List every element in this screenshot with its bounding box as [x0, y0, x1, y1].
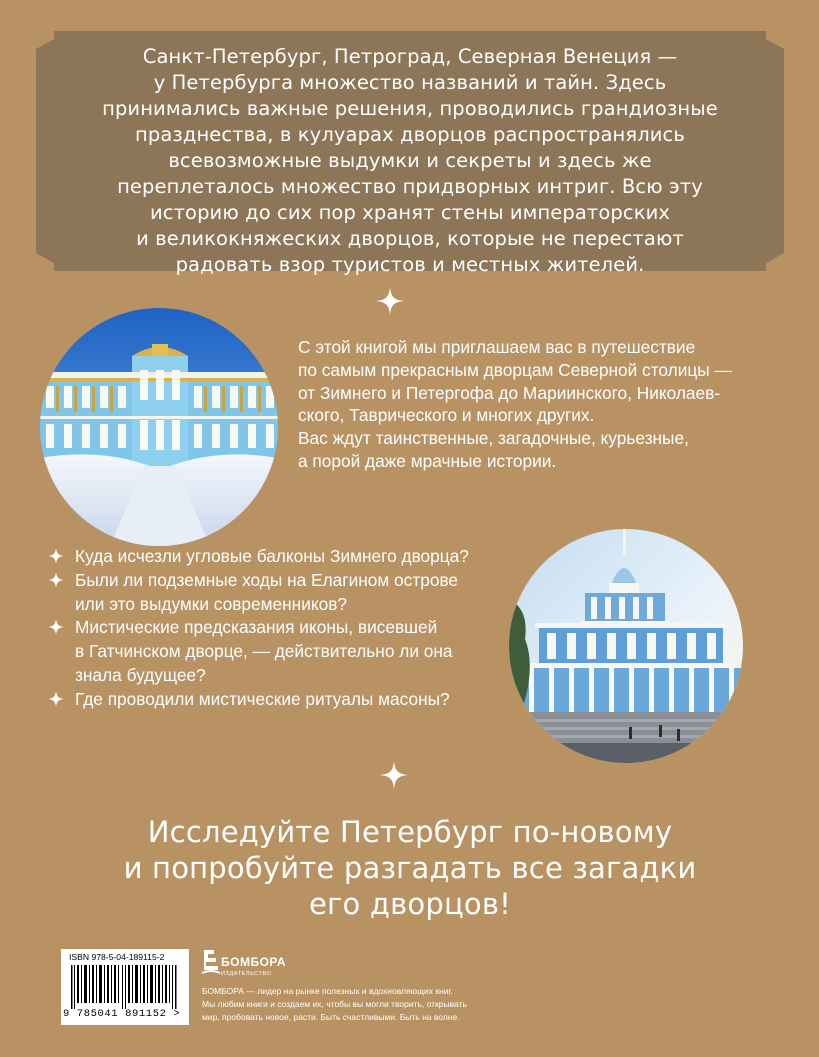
- question-line: или это выдумки современников?: [75, 593, 348, 614]
- bullet-star-icon: [48, 572, 64, 588]
- question-line: Куда исчезли угловые балконы Зимнего дворца?: [75, 546, 469, 566]
- about-line: БОМБОРА — лидер на рынке полезных и вдохновляющих книг.: [202, 986, 453, 996]
- publisher-logo-icon: [202, 948, 220, 976]
- invite-line: от Зимнего и Петергофа до Мариинского, Николаев-: [298, 382, 721, 403]
- invite-line: С этой книгой мы приглашаем вас в путешествие: [298, 337, 696, 357]
- call-to-action: [40, 814, 780, 922]
- bullet-star-icon: [48, 619, 64, 635]
- publisher-name: БОМБОРА: [221, 955, 287, 969]
- question-line: знала будущее?: [75, 664, 206, 685]
- invite-line: по самым прекрасным дворцам Северной столицы —: [298, 359, 732, 380]
- question-item: [48, 688, 508, 712]
- intro-line: у Петербурга множество названий и тайн. Здесь: [153, 71, 667, 94]
- question-line: в Гатчинском дворце, — действительно ли она: [75, 641, 453, 662]
- corner-notch: [25, 20, 47, 42]
- question-line: Где проводили мистические ритуалы масоны?: [75, 688, 450, 709]
- about-line: Мы любим книги и создаем их, чтобы вы могли творить, открывать: [202, 999, 467, 1009]
- intro-line: Санкт-Петербург, Петроград, Северная Венеция —: [142, 45, 678, 68]
- cta-line: Исследуйте Петербург по-новому: [147, 815, 673, 849]
- corner-notch: [773, 20, 795, 42]
- invite-line: ского, Таврического и многих других.: [298, 405, 595, 426]
- barcode: [67, 965, 183, 1009]
- cta-line: и попробуйте разгадать все загадки: [123, 851, 697, 885]
- question-item: [48, 569, 508, 617]
- invite-line: а порой даже мрачные истории.: [298, 450, 557, 471]
- barcode-box: [61, 949, 189, 1025]
- intro-text: [40, 44, 780, 278]
- intro-line: принимались важные решения, проводились грандиозные: [102, 97, 718, 120]
- about-line: мир, пробовать новое, расти. Быть счастливыми. Быть на волне.: [202, 1012, 460, 1022]
- cta-line: его дворцов!: [309, 887, 511, 921]
- intro-line: всевозможные выдумки и секреты и здесь же: [168, 149, 652, 172]
- question-line: Были ли подземные ходы на Елагином острове: [75, 569, 459, 590]
- publisher-about: [202, 985, 532, 1024]
- bullet-star-icon: [48, 548, 64, 564]
- invite-paragraph: [298, 336, 788, 473]
- pavilion-photo: [509, 529, 743, 763]
- sparkle-icon: [376, 287, 404, 315]
- publisher-subtitle: ИЗДАТЕЛЬСТВО: [221, 971, 272, 977]
- intro-line: историю до сих пор хранят стены императорских: [149, 201, 670, 224]
- question-line: Мистические предсказания иконы, висевшей: [75, 617, 438, 638]
- sparkle-icon: [380, 761, 408, 789]
- intro-line: радовать взор туристов и местных жителей.: [175, 253, 645, 276]
- bullet-star-icon: [48, 691, 64, 707]
- question-item: [48, 545, 508, 569]
- intro-line: и великокняжеских дворцов, которые не перестают: [136, 227, 684, 250]
- question-list: [48, 545, 508, 712]
- catherine-palace-photo: [40, 308, 278, 546]
- intro-line: празднества, в кулуарах дворцов распространялись: [135, 123, 685, 146]
- isbn-label: ISBN 978-5-04-189115-2: [69, 952, 165, 962]
- invite-line: Вас ждут таинственные, загадочные, курьезные,: [298, 428, 689, 449]
- barcode-number: 9 785041 891152 >: [63, 1008, 181, 1020]
- intro-line: переплеталось множество придворных интриг. Всю эту: [117, 175, 703, 198]
- question-item: [48, 616, 508, 687]
